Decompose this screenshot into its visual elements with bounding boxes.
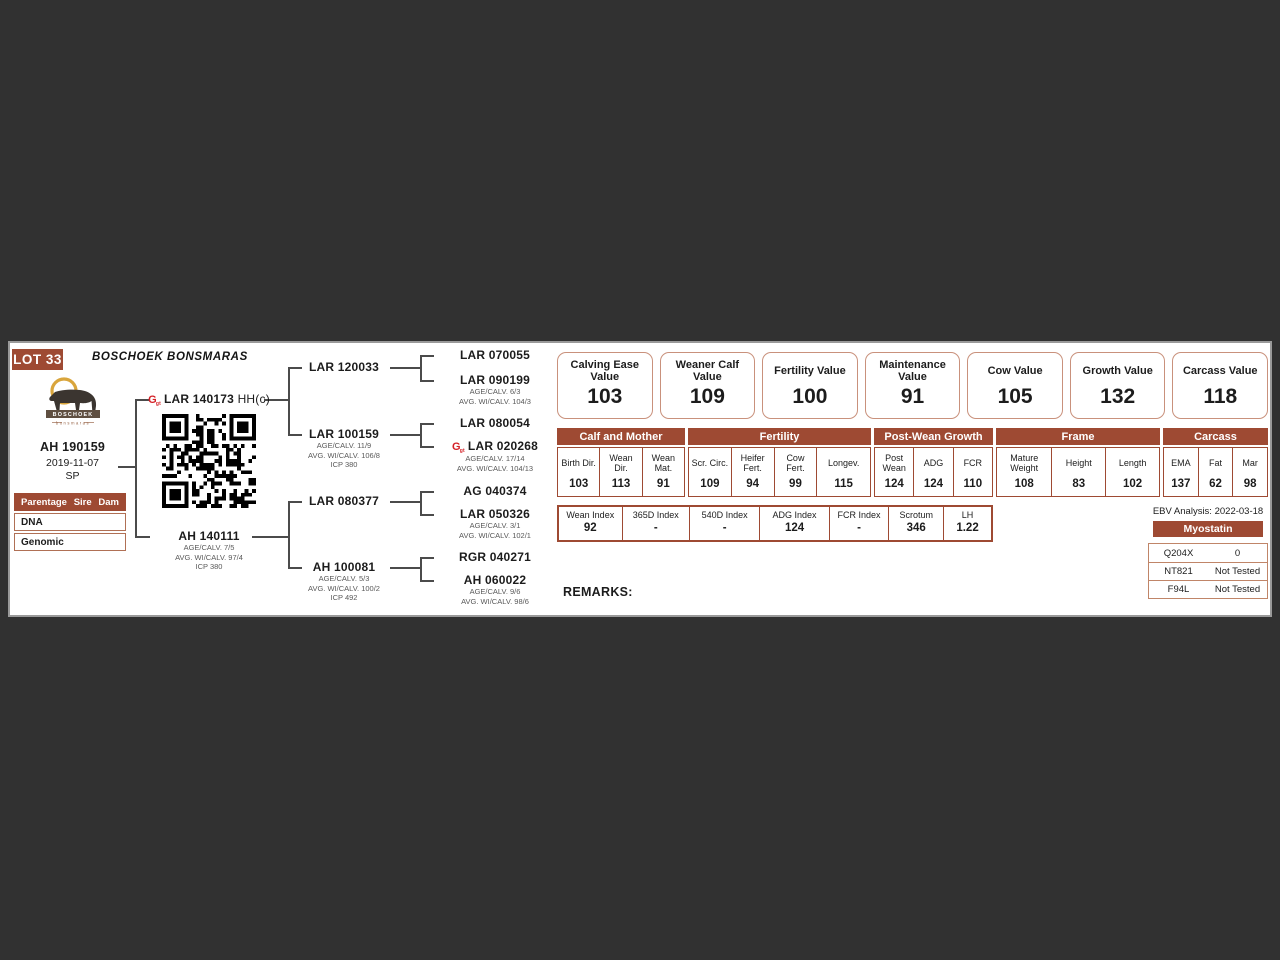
value-box-value: 103 <box>587 385 623 408</box>
pedigree-connector-line <box>390 434 421 436</box>
value-box-value: 91 <box>900 385 925 408</box>
pedigree-node <box>436 484 554 498</box>
ebv-column-header: FCR <box>963 458 983 468</box>
pedigree-animal-id: LAR 100159 <box>308 427 380 441</box>
myostatin-marker: NT821 <box>1164 566 1193 577</box>
index-cell <box>559 507 622 540</box>
index-cell-value: 1.22 <box>956 522 979 534</box>
index-cell <box>689 507 759 540</box>
ebv-column <box>599 448 641 496</box>
value-box-value: 132 <box>1100 385 1136 408</box>
ebv-column-header: Length <box>1118 458 1147 468</box>
ebv-column-value: 137 <box>1171 478 1191 490</box>
ebv-group-box <box>996 447 1160 497</box>
pedigree-node-detail: AVG. WI/CALV. 104/13 <box>456 463 534 473</box>
pedigree-node <box>436 573 554 606</box>
pedigree-node-detail: AGE/CALV. 7/5 <box>183 543 235 552</box>
ebv-column <box>816 448 870 496</box>
pedigree-connector-line <box>288 367 290 436</box>
index-cell-value: 346 <box>906 522 926 534</box>
pedigree-animal-id: LAR 080054 <box>459 416 531 430</box>
ebv-column-header: Mar <box>1242 458 1258 468</box>
ebv-column <box>953 448 992 496</box>
myostatin-marker: F94L <box>1167 584 1190 595</box>
ebv-column <box>997 448 1051 496</box>
ebv-column <box>774 448 817 496</box>
parentage-header-label: Parentage <box>21 496 67 508</box>
index-cell <box>888 507 943 540</box>
ebv-column <box>642 448 684 496</box>
ebv-group <box>557 428 685 497</box>
value-box-value: 109 <box>689 385 725 408</box>
ebv-column-header: Wean Mat. <box>651 453 675 473</box>
value-box <box>865 352 961 419</box>
pedigree-node-detail: ICP 380 <box>330 460 358 469</box>
ebv-column-header: Fat <box>1209 458 1223 468</box>
pedigree-connector-line <box>390 501 421 503</box>
pedigree-animal-id: LAR 070055 <box>459 348 531 362</box>
pedigree-animal-id: LAR 120033 <box>308 360 380 374</box>
ebv-column <box>1164 448 1198 496</box>
pedigree-connector-line <box>390 567 421 569</box>
pedigree-animal-id: LAR 050326 <box>459 507 531 521</box>
value-box-label: Fertility Value <box>774 364 846 377</box>
pedigree-node-detail: AGE/CALV. 3/1 <box>469 521 521 530</box>
value-box <box>1172 352 1268 419</box>
pedigree-node <box>148 529 270 572</box>
value-box-label: Maintenance Value <box>879 358 946 383</box>
pedigree-connector-line <box>420 446 434 448</box>
ebv-group-box <box>1163 447 1268 497</box>
value-box-label: Cow Value <box>987 364 1043 377</box>
pedigree-node <box>436 507 554 540</box>
parentage-header-sire: Sire <box>73 496 92 508</box>
value-box-label: Weaner Calf Value <box>675 358 740 383</box>
pedigree-connector-line <box>420 380 434 382</box>
ebv-column-header: Cow Fert. <box>786 453 805 473</box>
pedigree-node-detail: AGE/CALV. 6/3 <box>469 387 521 396</box>
value-box-label: Growth Value <box>1082 364 1153 377</box>
parentage-header <box>14 493 126 511</box>
ebv-column-value: 109 <box>700 478 720 490</box>
ebv-column <box>1198 448 1233 496</box>
ebv-column-header: Height <box>1065 458 1092 468</box>
index-cell <box>622 507 689 540</box>
ebv-column-value: 108 <box>1014 478 1034 490</box>
pedigree-animal-id: AG 040374 <box>463 484 527 498</box>
genomics-icon: Ggt <box>452 441 465 454</box>
index-cell-value: - <box>653 522 658 534</box>
pedigree-animal-id: RGR 040271 <box>458 550 532 564</box>
ebv-column-header: Longev. <box>827 458 860 468</box>
ebv-table <box>557 428 1268 497</box>
ebv-column-value: 94 <box>746 478 760 490</box>
value-box-value: 105 <box>997 385 1033 408</box>
qr-code <box>162 414 256 508</box>
value-box <box>660 352 756 419</box>
index-cell-header: 365D Index <box>632 510 679 520</box>
pedigree-node <box>296 560 392 603</box>
myostatin-row <box>1149 544 1267 562</box>
pedigree-connector-line <box>420 355 422 382</box>
ebv-group-box <box>688 447 871 497</box>
value-box-value: 100 <box>792 385 828 408</box>
ebv-column <box>689 448 731 496</box>
genomics-icon: Ggt <box>148 394 161 407</box>
index-cell-value: 124 <box>784 522 805 534</box>
pedigree-animal-id: AH 140111 <box>178 529 240 543</box>
pedigree-node-detail: AGE/CALV. 5/3 <box>318 574 370 583</box>
ebv-column <box>731 448 774 496</box>
ebv-column-value: 113 <box>611 478 631 490</box>
myostatin-marker: Q204X <box>1163 547 1194 559</box>
myostatin-row <box>1149 562 1267 580</box>
lot-badge: LOT 33 <box>12 349 63 370</box>
pedigree-node-detail: AVG. WI/CALV. 97/4 <box>175 552 243 562</box>
pedigree-connector-line <box>420 423 434 425</box>
value-boxes <box>557 352 1268 419</box>
pedigree-animal-id: AH 060022 <box>463 573 527 587</box>
ebv-column-header: ADG <box>923 458 944 468</box>
ebv-column <box>875 448 913 496</box>
animal-id: AH 190159 <box>39 440 106 454</box>
ebv-analysis-date: EBV Analysis: 2022-03-18 <box>1152 506 1264 517</box>
ebv-column-header: EMA <box>1171 458 1191 468</box>
pedigree-node-detail: AGE/CALV. 9/6 <box>469 587 521 596</box>
ebv-group-header: Calf and Mother <box>557 428 685 445</box>
pedigree-node-detail: AVG. WI/CALV. 98/6 <box>461 596 529 606</box>
parentage-table <box>14 493 126 551</box>
ebv-column-header: Wean Dir. <box>609 453 633 473</box>
value-box-label: Calving Ease Value <box>570 358 640 383</box>
ebv-column <box>1232 448 1267 496</box>
ebv-column-value: 91 <box>656 478 670 490</box>
pedigree-node-detail: AVG. WI/CALV. 100/2 <box>308 583 380 593</box>
ebv-column-value: 115 <box>834 478 853 490</box>
index-cell-header: FCR Index <box>837 510 881 520</box>
ebv-column-value: 62 <box>1209 478 1222 490</box>
ebv-group <box>996 428 1160 497</box>
ebv-column <box>1105 448 1159 496</box>
ebv-group-header: Post-Wean Growth <box>874 428 993 445</box>
index-cell-header: Scrotum <box>899 510 933 520</box>
ebv-column-header: Heifer Fert. <box>740 453 765 473</box>
index-cell-header: 540D Index <box>701 510 748 520</box>
pedigree-node <box>296 494 392 508</box>
pedigree-connector-line <box>288 501 290 569</box>
pedigree-node <box>436 373 554 406</box>
bull-logo-icon <box>42 374 104 428</box>
index-cell-value: 92 <box>583 522 597 534</box>
remarks-label: REMARKS: <box>563 585 633 599</box>
ebv-column-value: 99 <box>789 478 802 490</box>
pedigree-connector-line <box>420 491 422 516</box>
ebv-column-header: Post Wean <box>882 453 906 473</box>
ebv-group <box>1163 428 1268 497</box>
farm-title: BOSCHOEK BONSMARAS <box>92 351 248 363</box>
index-cell <box>943 507 991 540</box>
pedigree-node-detail: AGE/CALV. 17/14 <box>465 454 525 463</box>
pedigree-connector-line <box>420 514 434 516</box>
ebv-column <box>913 448 952 496</box>
pedigree-node-detail: ICP 492 <box>330 593 358 602</box>
svg-text:BOSCHOEK: BOSCHOEK <box>52 412 94 418</box>
parentage-row-dna: DNA <box>14 513 126 531</box>
pedigree-node-detail: AGE/CALV. 11/9 <box>316 441 372 450</box>
ebv-column-value: 124 <box>923 478 944 490</box>
pedigree-animal-id: Ggt LAR 140173 HH(c) <box>148 392 270 407</box>
ebv-column-value: 124 <box>884 478 904 490</box>
value-box-label: Carcass Value <box>1182 364 1258 377</box>
pedigree-connector-line <box>420 491 434 493</box>
animal-status: SP <box>65 470 80 482</box>
ebv-group-header: Frame <box>996 428 1160 445</box>
value-box-value: 118 <box>1203 385 1238 408</box>
animal-summary <box>15 440 130 482</box>
farm-logo <box>42 374 104 428</box>
pedigree-node-detail: AVG. WI/CALV. 102/1 <box>459 530 531 540</box>
pedigree-node <box>436 550 554 564</box>
pedigree-id-suffix: HH(c) <box>234 392 270 406</box>
pedigree-animal-id: LAR 090199 <box>459 373 531 387</box>
value-box <box>967 352 1063 419</box>
pedigree-connector-line <box>420 423 422 448</box>
myostatin-table <box>1148 543 1268 599</box>
pedigree-connector-line <box>420 580 434 582</box>
ebv-group-header: Carcass <box>1163 428 1268 445</box>
pedigree-animal-id: AH 100081 <box>312 560 376 574</box>
ebv-column-header: Scr. Circ. <box>691 458 729 468</box>
pedigree-connector-line <box>420 557 422 582</box>
ebv-column-value: 103 <box>569 478 589 490</box>
index-cell-value: - <box>722 522 727 534</box>
ebv-column-value: 102 <box>1123 478 1143 490</box>
pedigree-connector-line <box>135 399 137 538</box>
svg-text:bonsmaras: bonsmaras <box>55 420 91 426</box>
ebv-group-header: Fertility <box>688 428 871 445</box>
ebv-group-box <box>557 447 685 497</box>
index-table <box>557 505 993 542</box>
value-box <box>762 352 858 419</box>
myostatin-row <box>1149 580 1267 598</box>
pedigree-node-detail: AVG. WI/CALV. 104/3 <box>459 396 531 406</box>
ebv-column-value: 110 <box>963 478 983 490</box>
myostatin-result: 0 <box>1234 547 1241 559</box>
pedigree-node-detail: ICP 380 <box>195 562 223 571</box>
myostatin-result: Not Tested <box>1214 566 1261 577</box>
pedigree-connector-line <box>118 466 136 468</box>
ebv-column-header: Birth Dir. <box>561 458 596 468</box>
pedigree-node <box>296 427 392 470</box>
index-cell-header: LH <box>961 510 974 520</box>
pedigree-node <box>148 392 270 407</box>
pedigree-animal-id: Ggt LAR 020268 <box>452 439 538 454</box>
value-box <box>557 352 653 419</box>
parentage-row-genomic: Genomic <box>14 533 126 551</box>
pedigree-node <box>436 348 554 362</box>
pedigree-node <box>296 360 392 374</box>
ebv-column-value: 98 <box>1243 478 1257 490</box>
index-cell-value: - <box>857 522 861 534</box>
ebv-column-header: Mature Weight <box>1010 453 1039 473</box>
pedigree-node <box>436 416 554 430</box>
pedigree-connector-line <box>420 557 434 559</box>
myostatin-header: Myostatin <box>1153 521 1263 537</box>
pedigree-connector-line <box>390 367 421 369</box>
pedigree-node <box>436 439 554 473</box>
pedigree-animal-id: LAR 080377 <box>308 494 380 508</box>
ebv-group <box>688 428 871 497</box>
ebv-column-value: 83 <box>1072 478 1086 490</box>
myostatin-result: Not Tested <box>1214 584 1261 595</box>
value-box <box>1070 352 1166 419</box>
ebv-column <box>1051 448 1105 496</box>
pedigree-node-detail: AVG. WI/CALV. 106/8 <box>308 450 380 460</box>
index-cell-header: ADG Index <box>772 510 817 520</box>
index-cell <box>829 507 889 540</box>
animal-dob: 2019-11-07 <box>46 457 99 469</box>
index-cell-header: Wean Index <box>566 510 615 520</box>
index-cell <box>759 507 828 540</box>
ebv-group <box>874 428 993 497</box>
ebv-column <box>558 448 599 496</box>
ebv-group-box <box>874 447 993 497</box>
parentage-header-dam: Dam <box>98 496 119 508</box>
pedigree-connector-line <box>420 355 434 357</box>
